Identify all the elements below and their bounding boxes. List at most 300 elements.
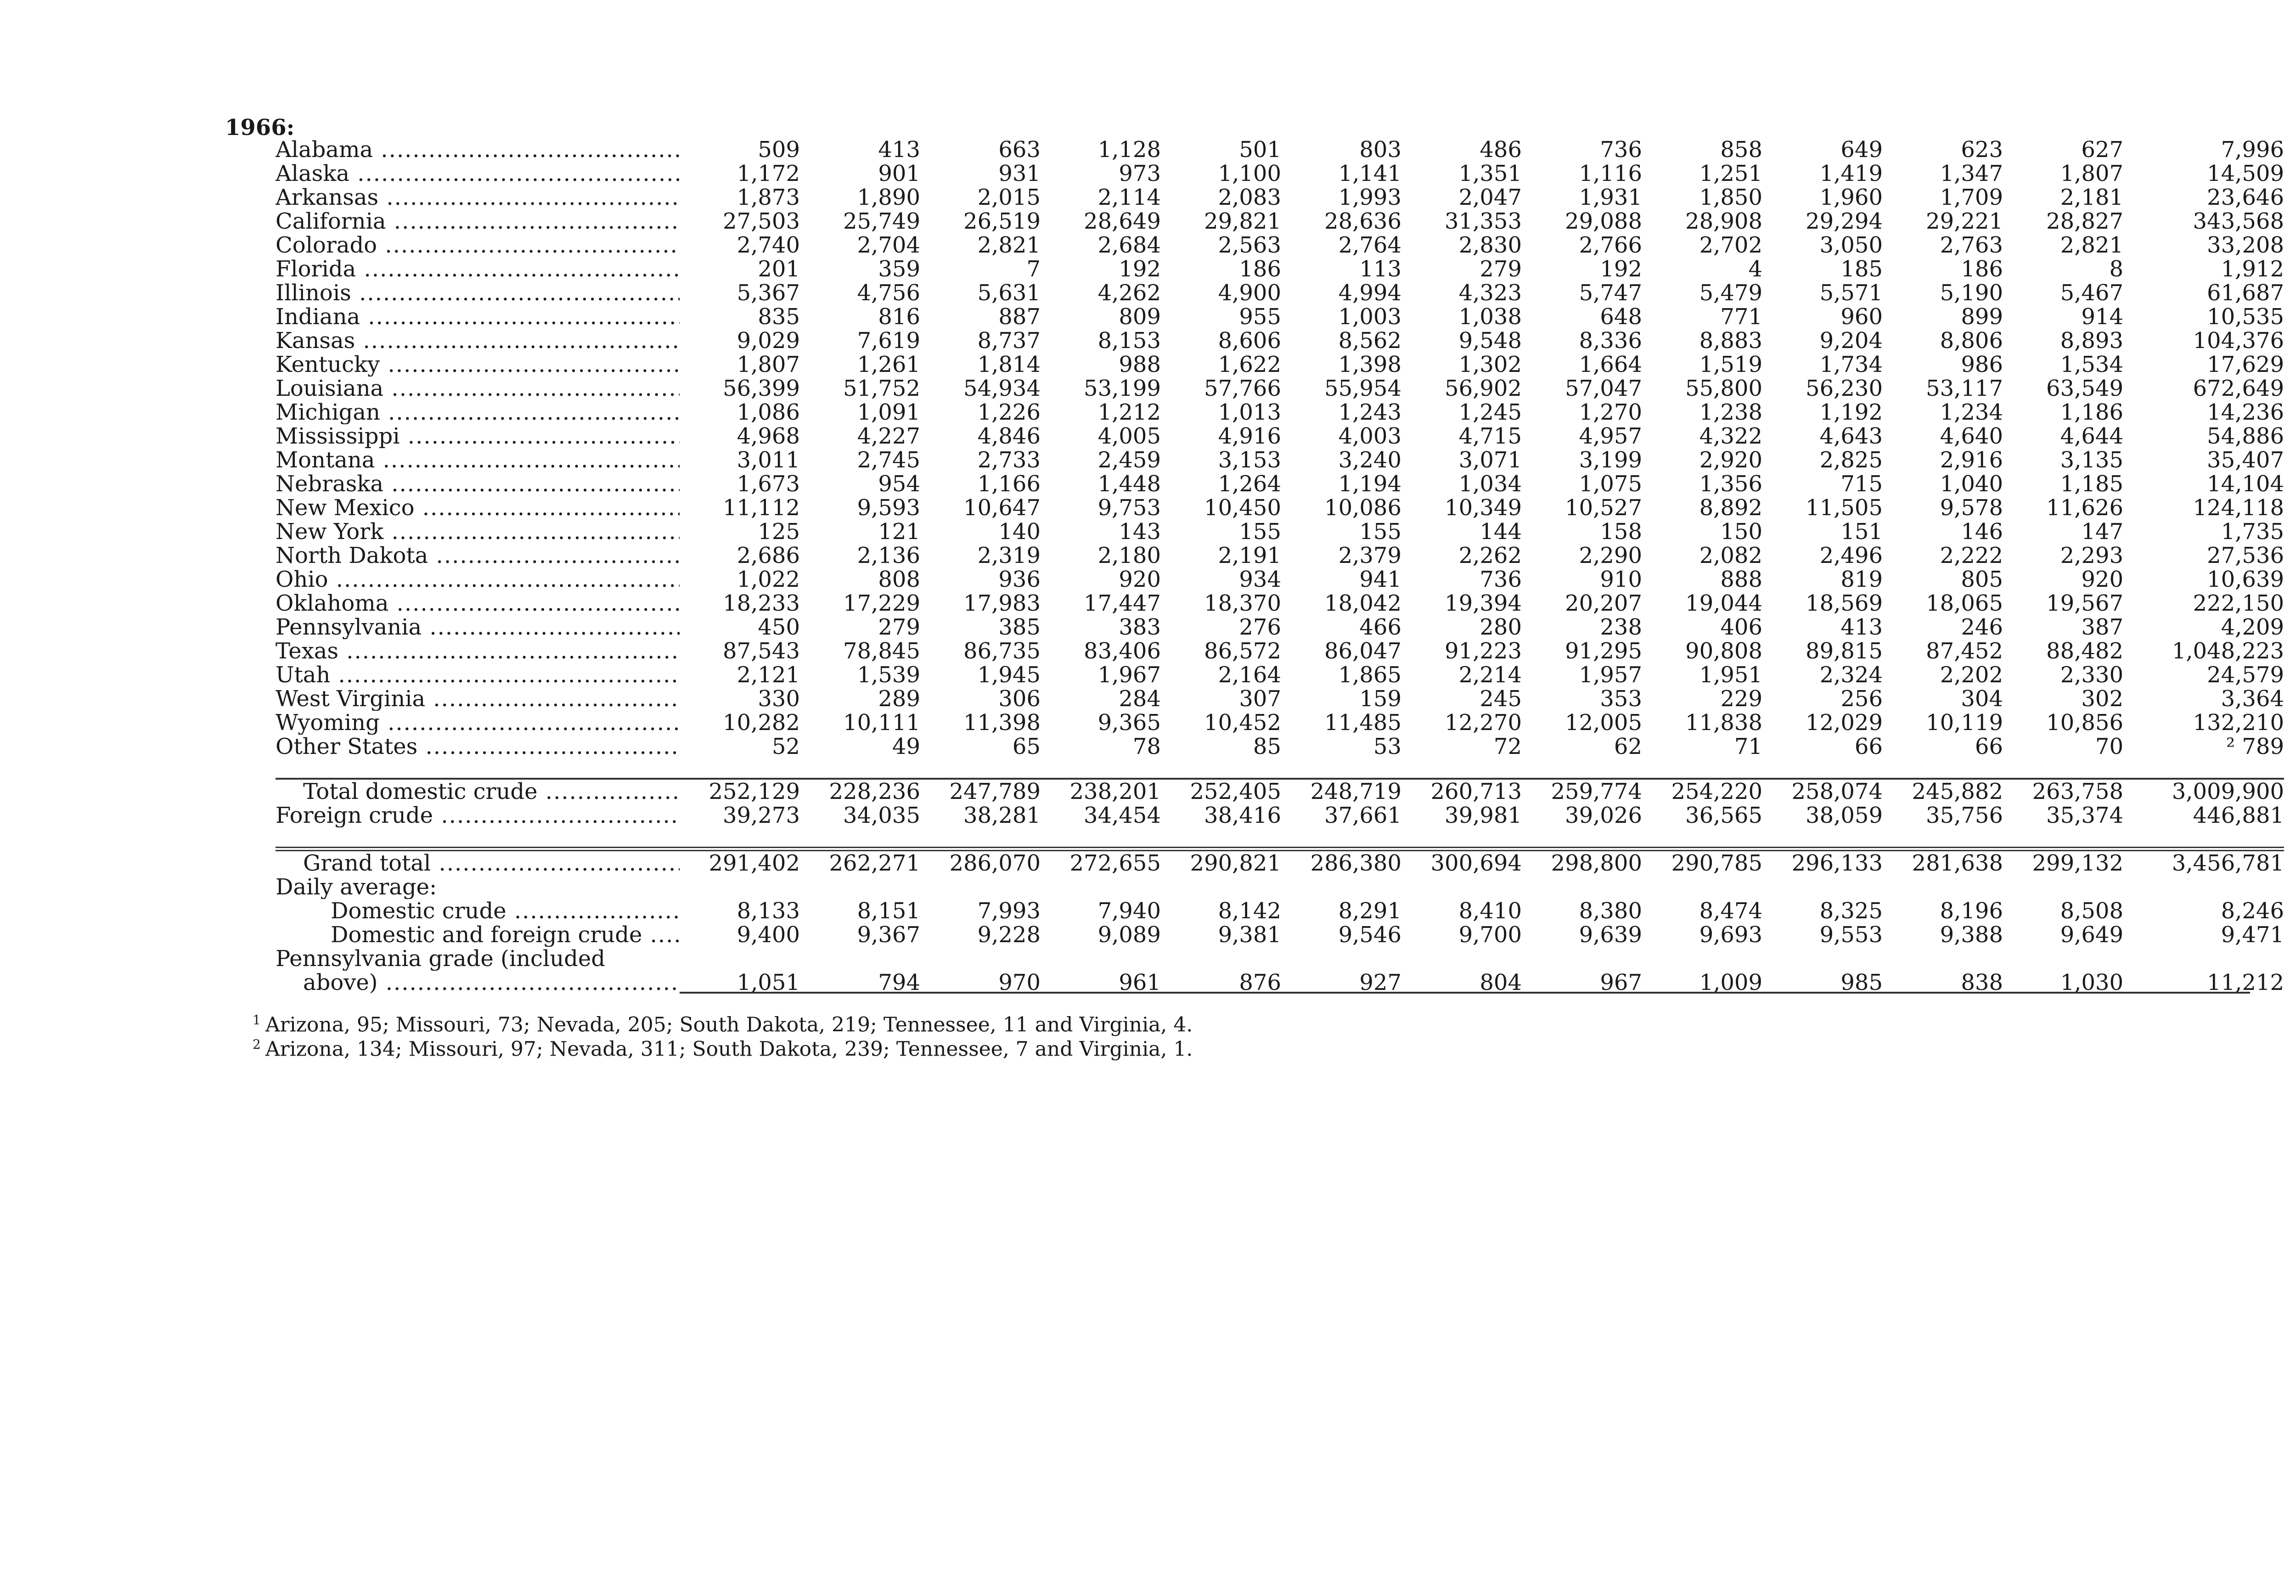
footnote-2 xyxy=(253,1037,1193,1061)
table-row xyxy=(276,138,2284,162)
table-cell: 623 xyxy=(1961,137,2003,163)
table-cell: 38,416 xyxy=(1204,803,1281,828)
table-cell: 28,649 xyxy=(1084,208,1161,234)
table-cell: 2,083 xyxy=(1218,185,1281,210)
table-cell: 49 xyxy=(892,734,920,759)
table-row xyxy=(276,377,2284,400)
table-cell: 1,048,223 xyxy=(2172,638,2284,664)
table-row xyxy=(276,305,2284,329)
table-cell: 272,655 xyxy=(1041,849,1161,875)
table-cell: 2,379 xyxy=(1338,543,1401,568)
table-cell: 12,270 xyxy=(1445,710,1522,736)
table-cell: 1,890 xyxy=(857,185,920,210)
table-cell: 1,034 xyxy=(1458,471,1522,497)
table-cell: 14,509 xyxy=(2207,161,2284,186)
table-cell: 158 xyxy=(1600,519,1642,545)
table-row xyxy=(276,687,2284,711)
table-cell: 1,194 xyxy=(1338,471,1401,497)
table-cell: 51,752 xyxy=(843,376,920,401)
domestic-daily-row xyxy=(276,899,2284,923)
table-cell: 246 xyxy=(1961,614,2003,640)
table-cell: 18,569 xyxy=(1806,590,1883,616)
table-cell: 38,059 xyxy=(1806,803,1883,828)
table-cell: 35,407 xyxy=(2207,447,2284,473)
row-label: Alabama ..... xyxy=(276,138,680,162)
table-cell: 2,222 xyxy=(1940,543,2003,568)
table-cell: 1,709 xyxy=(1940,185,2003,210)
row-label: Domestic and foreign crude ..... xyxy=(276,923,680,947)
table-cell: 125 xyxy=(758,519,800,545)
penn-grade-row xyxy=(276,971,2284,995)
table-cell: 298,800 xyxy=(1522,849,1642,875)
table-cell: 72 xyxy=(1493,734,1522,759)
table-cell: 11,112 xyxy=(723,495,800,521)
table-cell: 28,827 xyxy=(2046,208,2123,234)
table-row xyxy=(276,424,2284,448)
table-cell: 970 xyxy=(998,970,1041,995)
table-cell: 8,883 xyxy=(1699,328,1762,354)
table-cell: 11,398 xyxy=(963,710,1041,736)
table-cell: 12,029 xyxy=(1806,710,1883,736)
table-cell: 91,295 xyxy=(1565,638,1642,664)
table-cell: 1,539 xyxy=(857,662,920,688)
table-row xyxy=(276,448,2284,472)
table-cell: 63,549 xyxy=(2046,376,2123,401)
table-cell: 4,957 xyxy=(1579,423,1642,449)
table-cell: 10,450 xyxy=(1204,495,1281,521)
table-cell: 8,893 xyxy=(2060,328,2123,354)
table-cell: 809 xyxy=(1119,304,1161,330)
table-cell: 954 xyxy=(878,471,920,497)
table-cell: 888 xyxy=(1720,567,1762,592)
table-cell: 276 xyxy=(1239,614,1281,640)
table-cell: 9,578 xyxy=(1940,495,2003,521)
table-cell: 248,719 xyxy=(1281,779,1401,804)
table-cell: 9,400 xyxy=(737,922,800,948)
table-cell: 4,756 xyxy=(857,280,920,306)
table-cell: 1,245 xyxy=(1458,399,1522,425)
row-label: Daily average: xyxy=(276,875,437,899)
row-label: New Mexico ..... xyxy=(276,496,680,520)
table-cell: 1,347 xyxy=(1940,161,2003,186)
row-label: Other States ..... xyxy=(276,735,680,759)
table-cell: 17,229 xyxy=(843,590,920,616)
table-cell: 934 xyxy=(1239,567,1281,592)
table-cell: 816 xyxy=(878,304,920,330)
crude-runs-table xyxy=(276,138,2284,995)
table-cell: 11,485 xyxy=(1324,710,1401,736)
table-cell: 3,135 xyxy=(2060,447,2123,473)
table-cell: 52 xyxy=(771,734,800,759)
table-cell: 36,565 xyxy=(1685,803,1762,828)
table-cell: 17,629 xyxy=(2207,352,2284,377)
table-cell: 10,647 xyxy=(963,495,1041,521)
table-cell: 1,664 xyxy=(1579,352,1642,377)
table-cell: 17,447 xyxy=(1084,590,1161,616)
row-label: Alaska ..... xyxy=(276,162,680,185)
table-cell: 10,282 xyxy=(723,710,800,736)
table-cell: 54,934 xyxy=(963,376,1041,401)
row-label: Nebraska ..... xyxy=(276,472,680,496)
table-cell: 299,132 xyxy=(2003,849,2123,875)
table-cell: 1,022 xyxy=(737,567,800,592)
table-cell: 3,009,900 xyxy=(2123,779,2284,804)
table-cell: 941 xyxy=(1359,567,1401,592)
table-cell: 307 xyxy=(1239,686,1281,712)
table-cell: 1,519 xyxy=(1699,352,1762,377)
table-cell: 835 xyxy=(758,304,800,330)
table-cell: 1,212 xyxy=(1097,399,1161,425)
table-cell: 887 xyxy=(998,304,1041,330)
table-cell: 263,758 xyxy=(2003,779,2123,804)
table-cell: 920 xyxy=(2081,567,2123,592)
table-cell: 8,806 xyxy=(1940,328,2003,354)
table-cell: 1,192 xyxy=(1819,399,1883,425)
table-cell: 1,141 xyxy=(1338,161,1401,186)
table-cell: 29,294 xyxy=(1806,208,1883,234)
table-cell: 2,821 xyxy=(2060,232,2123,258)
row-label: Kansas ..... xyxy=(276,329,680,353)
table-cell: 86,735 xyxy=(963,638,1041,664)
row-label: Louisiana ..... xyxy=(276,377,680,400)
table-cell: 1,040 xyxy=(1940,471,2003,497)
table-cell: 9,546 xyxy=(1338,922,1401,948)
table-cell: 343,568 xyxy=(2193,208,2284,234)
table-cell: 988 xyxy=(1119,352,1161,377)
table-cell: 1,356 xyxy=(1699,471,1762,497)
table-cell: 86,047 xyxy=(1324,638,1401,664)
table-cell: 87,452 xyxy=(1926,638,2003,664)
table-cell: 306 xyxy=(998,686,1041,712)
table-cell: 1,993 xyxy=(1338,185,1401,210)
table-cell: 736 xyxy=(1480,567,1522,592)
table-cell: 406 xyxy=(1720,614,1762,640)
table-cell: 62 xyxy=(1614,734,1642,759)
table-cell: ² 789 xyxy=(2226,734,2284,759)
table-cell: 9,553 xyxy=(1819,922,1883,948)
table-row xyxy=(276,639,2284,663)
table-row xyxy=(276,281,2284,305)
table-cell: 281,638 xyxy=(1883,849,2003,875)
table-cell: 155 xyxy=(1359,519,1401,545)
table-cell: 4,643 xyxy=(1819,423,1883,449)
table-cell: 9,471 xyxy=(2221,922,2284,948)
row-label: Grand total ..... xyxy=(276,851,680,875)
table-cell: 252,405 xyxy=(1161,779,1281,804)
table-cell: 1,234 xyxy=(1940,399,2003,425)
row-label: Domestic crude ..... xyxy=(276,899,680,923)
table-cell: 501 xyxy=(1239,137,1281,163)
table-cell: 9,365 xyxy=(1097,710,1161,736)
table-cell: 8,246 xyxy=(2221,898,2284,924)
table-cell: 1,351 xyxy=(1458,161,1522,186)
table-cell: 290,785 xyxy=(1642,849,1762,875)
table-cell: 2,164 xyxy=(1218,662,1281,688)
table-cell: 56,230 xyxy=(1806,376,1883,401)
table-cell: 771 xyxy=(1720,304,1762,330)
daily-average-heading-row xyxy=(276,875,2284,899)
table-cell: 1,051 xyxy=(737,970,800,995)
table-cell: 8,142 xyxy=(1218,898,1281,924)
table-cell: 1,128 xyxy=(1097,137,1161,163)
table-cell: 9,228 xyxy=(977,922,1041,948)
table-cell: 1,172 xyxy=(737,161,800,186)
table-cell: 2,821 xyxy=(977,232,1041,258)
table-cell: 121 xyxy=(878,519,920,545)
table-cell: 1,264 xyxy=(1218,471,1281,497)
table-cell: 2,181 xyxy=(2060,185,2123,210)
table-cell: 7,940 xyxy=(1097,898,1161,924)
table-cell: 65 xyxy=(1012,734,1041,759)
table-cell: 808 xyxy=(878,567,920,592)
table-cell: 1,226 xyxy=(977,399,1041,425)
table-cell: 648 xyxy=(1600,304,1642,330)
domestic-foreign-daily-row xyxy=(276,923,2284,947)
row-label: Illinois ..... xyxy=(276,281,680,305)
table-cell: 672,649 xyxy=(2193,376,2284,401)
table-cell: 61,687 xyxy=(2207,280,2284,306)
footnote-1 xyxy=(253,1012,1193,1037)
table-cell: 2,686 xyxy=(737,543,800,568)
table-cell: 34,454 xyxy=(1084,803,1161,828)
table-cell: 18,370 xyxy=(1204,590,1281,616)
table-cell: 9,693 xyxy=(1699,922,1762,948)
table-cell: 2,180 xyxy=(1097,543,1161,568)
table-cell: 2,766 xyxy=(1579,232,1642,258)
table-cell: 4,640 xyxy=(1940,423,2003,449)
table-cell: 10,111 xyxy=(843,710,920,736)
table-cell: 5,467 xyxy=(2060,280,2123,306)
table-cell: 1,398 xyxy=(1338,352,1401,377)
table-cell: 967 xyxy=(1600,970,1642,995)
row-label: Kentucky ..... xyxy=(276,353,680,377)
row-label: West Virginia ..... xyxy=(276,687,680,711)
table-cell: 960 xyxy=(1840,304,1883,330)
table-cell: 4,644 xyxy=(2060,423,2123,449)
table-cell: 56,399 xyxy=(723,376,800,401)
table-cell: 31,353 xyxy=(1445,208,1522,234)
table-cell: 185 xyxy=(1840,256,1883,282)
table-cell: 2,916 xyxy=(1940,447,2003,473)
table-cell: 9,753 xyxy=(1097,495,1161,521)
table-cell: 2,563 xyxy=(1218,232,1281,258)
table-cell: 56,902 xyxy=(1445,376,1522,401)
table-cell: 1,448 xyxy=(1097,471,1161,497)
table-cell: 300,694 xyxy=(1401,849,1522,875)
table-cell: 9,593 xyxy=(857,495,920,521)
table-cell: 4,916 xyxy=(1218,423,1281,449)
grand-total-row xyxy=(276,849,2284,875)
table-row xyxy=(276,257,2284,281)
table-cell: 973 xyxy=(1119,161,1161,186)
table-cell: 1,951 xyxy=(1699,662,1762,688)
table-cell: 1,622 xyxy=(1218,352,1281,377)
table-cell: 54,886 xyxy=(2207,423,2284,449)
table-cell: 279 xyxy=(1480,256,1522,282)
table-cell: 10,856 xyxy=(2046,710,2123,736)
table-cell: 413 xyxy=(1840,614,1883,640)
table-cell: 8,196 xyxy=(1940,898,2003,924)
table-cell: 7,993 xyxy=(977,898,1041,924)
table-cell: 876 xyxy=(1239,970,1281,995)
table-cell: 7,996 xyxy=(2221,137,2284,163)
table-cell: 2,214 xyxy=(1458,662,1522,688)
penn-grade-heading-row xyxy=(276,947,2284,971)
table-cell: 290,821 xyxy=(1161,849,1281,875)
table-cell: 986 xyxy=(1961,352,2003,377)
year-heading: 1966: xyxy=(225,115,295,140)
table-cell: 3,153 xyxy=(1218,447,1281,473)
table-cell: 124,118 xyxy=(2193,495,2284,521)
foreign-crude-row xyxy=(276,804,2284,827)
table-cell: 1,116 xyxy=(1579,161,1642,186)
table-cell: 649 xyxy=(1840,137,1883,163)
table-cell: 90,808 xyxy=(1685,638,1762,664)
table-cell: 2,459 xyxy=(1097,447,1161,473)
table-cell: 53,199 xyxy=(1084,376,1161,401)
table-cell: 19,044 xyxy=(1685,590,1762,616)
table-cell: 4,715 xyxy=(1458,423,1522,449)
table-row xyxy=(276,162,2284,185)
table-cell: 1,185 xyxy=(2060,471,2123,497)
table-cell: 794 xyxy=(878,970,920,995)
table-cell: 5,747 xyxy=(1579,280,1642,306)
table-cell: 33,208 xyxy=(2207,232,2284,258)
row-label: Arkansas ..... xyxy=(276,185,680,209)
table-row xyxy=(276,400,2284,424)
table-cell: 35,756 xyxy=(1926,803,2003,828)
table-cell: 450 xyxy=(758,614,800,640)
table-cell: 302 xyxy=(2081,686,2123,712)
table-cell: 2,136 xyxy=(857,543,920,568)
table-cell: 132,210 xyxy=(2193,710,2284,736)
table-cell: 8,474 xyxy=(1699,898,1762,924)
table-cell: 858 xyxy=(1720,137,1762,163)
table-cell: 2,191 xyxy=(1218,543,1281,568)
table-cell: 10,086 xyxy=(1324,495,1401,521)
table-cell: 11,505 xyxy=(1806,495,1883,521)
table-cell: 8,508 xyxy=(2060,898,2123,924)
table-cell: 803 xyxy=(1359,137,1401,163)
table-row xyxy=(276,735,2284,759)
table-cell: 4,003 xyxy=(1338,423,1401,449)
table-cell: 1,251 xyxy=(1699,161,1762,186)
table-cell: 245 xyxy=(1480,686,1522,712)
table-cell: 4,900 xyxy=(1218,280,1281,306)
table-cell: 19,394 xyxy=(1445,590,1522,616)
table-cell: 146 xyxy=(1961,519,2003,545)
table-cell: 192 xyxy=(1600,256,1642,282)
table-cell: 8,153 xyxy=(1097,328,1161,354)
table-cell: 12,005 xyxy=(1565,710,1642,736)
row-label: Pennsylvania grade (included xyxy=(276,947,606,971)
table-cell: 353 xyxy=(1600,686,1642,712)
table-cell: 9,388 xyxy=(1940,922,2003,948)
table-cell: 927 xyxy=(1359,970,1401,995)
table-cell: 18,065 xyxy=(1926,590,2003,616)
table-cell: 910 xyxy=(1600,567,1642,592)
table-cell: 9,548 xyxy=(1458,328,1522,354)
table-end-rule xyxy=(680,992,2250,994)
row-label: California ..... xyxy=(276,209,680,233)
table-cell: 8,892 xyxy=(1699,495,1762,521)
table-row xyxy=(276,520,2284,544)
table-cell: 1,534 xyxy=(2060,352,2123,377)
table-cell: 466 xyxy=(1359,614,1401,640)
table-cell: 10,535 xyxy=(2207,304,2284,330)
table-cell: 931 xyxy=(998,161,1041,186)
table-cell: 10,527 xyxy=(1565,495,1642,521)
table-cell: 296,133 xyxy=(1762,849,1883,875)
table-cell: 229 xyxy=(1720,686,1762,712)
table-cell: 104,376 xyxy=(2193,328,2284,354)
table-cell: 1,013 xyxy=(1218,399,1281,425)
row-label: Total domestic crude ..... xyxy=(276,780,680,804)
table-cell: 279 xyxy=(878,614,920,640)
row-label: Pennsylvania ..... xyxy=(276,615,680,639)
table-cell: 254,220 xyxy=(1642,779,1762,804)
table-cell: 2,733 xyxy=(977,447,1041,473)
table-cell: 27,536 xyxy=(2207,543,2284,568)
table-cell: 1,270 xyxy=(1579,399,1642,425)
table-row xyxy=(276,591,2284,615)
table-cell: 2,825 xyxy=(1819,447,1883,473)
table-cell: 286,070 xyxy=(920,849,1041,875)
row-label: Michigan ..... xyxy=(276,400,680,424)
table-cell: 736 xyxy=(1600,137,1642,163)
table-cell: 260,713 xyxy=(1401,779,1522,804)
table-cell: 1,302 xyxy=(1458,352,1522,377)
table-cell: 5,631 xyxy=(977,280,1041,306)
table-cell: 8,410 xyxy=(1458,898,1522,924)
table-cell: 985 xyxy=(1840,970,1883,995)
table-cell: 39,026 xyxy=(1565,803,1642,828)
table-cell: 1,419 xyxy=(1819,161,1883,186)
table-cell: 38,281 xyxy=(963,803,1041,828)
table-cell: 1,967 xyxy=(1097,662,1161,688)
table-cell: 10,452 xyxy=(1204,710,1281,736)
table-cell: 8,606 xyxy=(1218,328,1281,354)
table-cell: 222,150 xyxy=(2193,590,2284,616)
row-label: New York ..... xyxy=(276,520,680,544)
table-cell: 9,367 xyxy=(857,922,920,948)
table-cell: 486 xyxy=(1480,137,1522,163)
table-cell: 247,789 xyxy=(920,779,1041,804)
table-cell: 262,271 xyxy=(800,849,920,875)
table-cell: 8,325 xyxy=(1819,898,1883,924)
table-cell: 920 xyxy=(1119,567,1161,592)
table-cell: 25,749 xyxy=(843,208,920,234)
footnote-text: Arizona, 95; Missouri, 73; Nevada, 205; South Dakota, 219; Tennessee, 11 and Virginia, 4. xyxy=(265,1013,1193,1037)
table-row xyxy=(276,663,2284,687)
table-cell: 961 xyxy=(1119,970,1161,995)
table-cell: 1,814 xyxy=(977,352,1041,377)
table-cell: 1,807 xyxy=(2060,161,2123,186)
table-cell: 1,030 xyxy=(2060,970,2123,995)
table-row xyxy=(276,329,2284,353)
table-cell: 899 xyxy=(1961,304,2003,330)
table-cell: 256 xyxy=(1840,686,1883,712)
table-cell: 715 xyxy=(1840,471,1883,497)
table-cell: 8,133 xyxy=(737,898,800,924)
table-cell: 87,543 xyxy=(723,638,800,664)
state-rows xyxy=(276,138,2284,759)
total-domestic-row xyxy=(276,779,2284,804)
table-cell: 8,336 xyxy=(1579,328,1642,354)
row-label: North Dakota ..... xyxy=(276,544,680,568)
table-cell: 1,243 xyxy=(1338,399,1401,425)
table-cell: 2,740 xyxy=(737,232,800,258)
